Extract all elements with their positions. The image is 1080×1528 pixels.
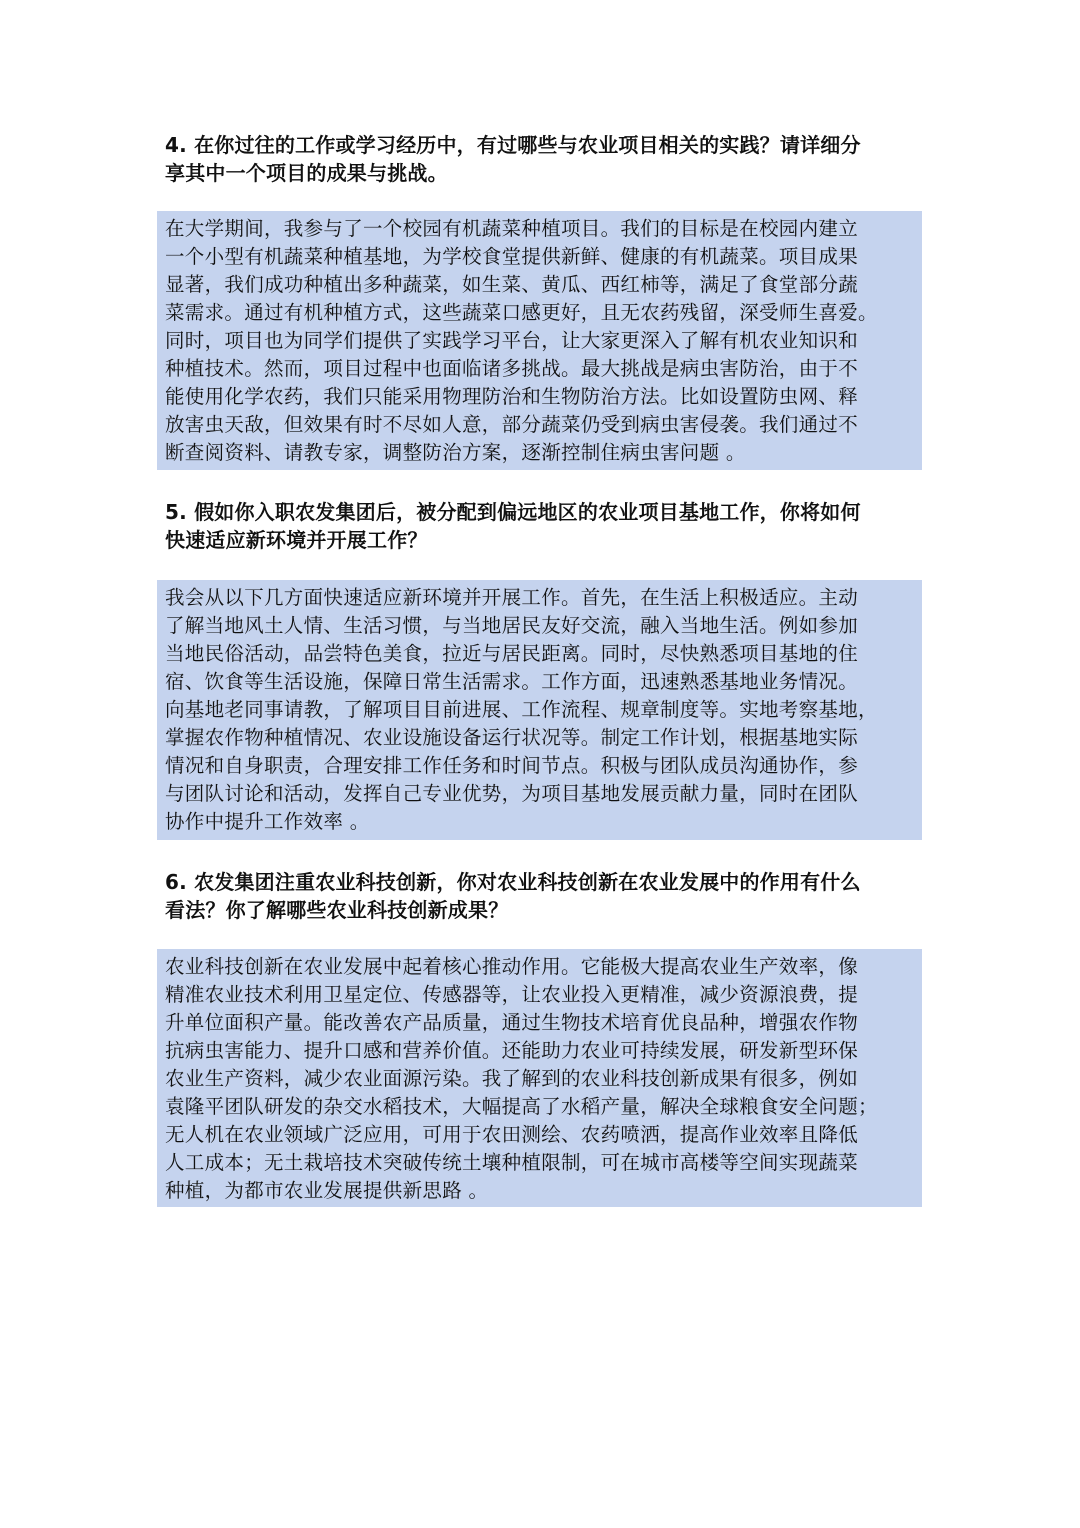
answer-line: 掌握农作物种植情况、农业设施设备运行状况等。制定工作计划，根据基地实际 bbox=[165, 726, 859, 749]
answer-line: 向基地老同事请教，了解项目目前进展、工作流程、规章制度等。实地考察基地， bbox=[165, 698, 878, 721]
answer-line: 能使用化学农药，我们只能采用物理防治和生物防治方法。比如设置防虫网、释 bbox=[165, 385, 859, 408]
question-line: 4. 在你过往的工作或学习经历中，有过哪些与农业项目相关的实践？请详细分 bbox=[165, 133, 861, 157]
answer-line: 宿、饮食等生活设施，保障日常生活需求。工作方面，迅速熟悉基地业务情况。 bbox=[165, 670, 859, 693]
answer-6 bbox=[157, 949, 922, 1207]
answer-line: 农业生产资料，减少农业面源污染。我了解到的农业科技创新成果有很多，例如 bbox=[165, 1067, 859, 1090]
answer-4 bbox=[157, 211, 922, 470]
answer-line: 精准农业技术利用卫星定位、传感器等，让农业投入更精准，减少资源浪费，提 bbox=[165, 983, 859, 1006]
question-line: 6. 农发集团注重农业科技创新，你对农业科技创新在农业发展中的作用有什么 bbox=[165, 870, 861, 894]
answer-line: 菜需求。通过有机种植方式，这些蔬菜口感更好，且无农药残留，深受师生喜爱。 bbox=[165, 301, 878, 324]
answer-line: 显著，我们成功种植出多种蔬菜，如生菜、黄瓜、西红柿等，满足了食堂部分蔬 bbox=[165, 273, 859, 296]
answer-line: 当地民俗活动，品尝特色美食，拉近与居民距离。同时，尽快熟悉项目基地的住 bbox=[165, 642, 859, 665]
answer-line: 我会从以下几方面快速适应新环境并开展工作。首先，在生活上积极适应。主动 bbox=[165, 586, 859, 609]
answer-line: 人工成本；无土栽培技术突破传统土壤种植限制，可在城市高楼等空间实现蔬菜 bbox=[165, 1151, 859, 1174]
answer-line: 同时，项目也为同学们提供了实践学习平台，让大家更深入了解有机农业知识和 bbox=[165, 329, 859, 352]
answer-line: 农业科技创新在农业发展中起着核心推动作用。它能极大提高农业生产效率，像 bbox=[165, 955, 859, 978]
question-line: 快速适应新环境并开展工作？ bbox=[165, 528, 428, 552]
answer-line: 种植，为都市农业发展提供新思路 。 bbox=[165, 1179, 489, 1202]
answer-line: 在大学期间，我参与了一个校园有机蔬菜种植项目。我们的目标是在校园内建立 bbox=[165, 217, 859, 240]
answer-line: 断查阅资料、请教专家，调整防治方案，逐渐控制住病虫害问题 。 bbox=[165, 441, 746, 464]
answer-line: 放害虫天敌，但效果有时不尽如人意，部分蔬菜仍受到病虫害侵袭。我们通过不 bbox=[165, 413, 859, 436]
question-line: 看法？你了解哪些农业科技创新成果？ bbox=[165, 898, 509, 922]
question-5 bbox=[165, 498, 925, 554]
question-line: 享其中一个项目的成果与挑战。 bbox=[165, 161, 448, 185]
answer-line: 情况和自身职责，合理安排工作任务和时间节点。积极与团队成员沟通协作，参 bbox=[165, 754, 859, 777]
question-line: 5. 假如你入职农发集团后，被分配到偏远地区的农业项目基地工作，你将如何 bbox=[165, 500, 861, 524]
answer-line: 袁隆平团队研发的杂交水稻技术，大幅提高了水稻产量，解决全球粮食安全问题； bbox=[165, 1095, 878, 1118]
answer-line: 无人机在农业领域广泛应用，可用于农田测绘、农药喷洒，提高作业效率且降低 bbox=[165, 1123, 859, 1146]
answer-line: 与团队讨论和活动，发挥自己专业优势，为项目基地发展贡献力量，同时在团队 bbox=[165, 782, 859, 805]
answer-line: 种植技术。然而，项目过程中也面临诸多挑战。最大挑战是病虫害防治，由于不 bbox=[165, 357, 859, 380]
answer-line: 了解当地风土人情、生活习惯，与当地居民友好交流，融入当地生活。例如参加 bbox=[165, 614, 859, 637]
answer-line: 一个小型有机蔬菜种植基地，为学校食堂提供新鲜、健康的有机蔬菜。项目成果 bbox=[165, 245, 859, 268]
question-4 bbox=[165, 131, 925, 187]
answer-line: 升单位面积产量。能改善农产品质量，通过生物技术培育优良品种，增强农作物 bbox=[165, 1011, 859, 1034]
answer-line: 协作中提升工作效率 。 bbox=[165, 810, 370, 833]
question-6 bbox=[165, 868, 925, 924]
answer-5 bbox=[157, 580, 922, 840]
answer-line: 抗病虫害能力、提升口感和营养价值。还能助力农业可持续发展，研发新型环保 bbox=[165, 1039, 859, 1062]
